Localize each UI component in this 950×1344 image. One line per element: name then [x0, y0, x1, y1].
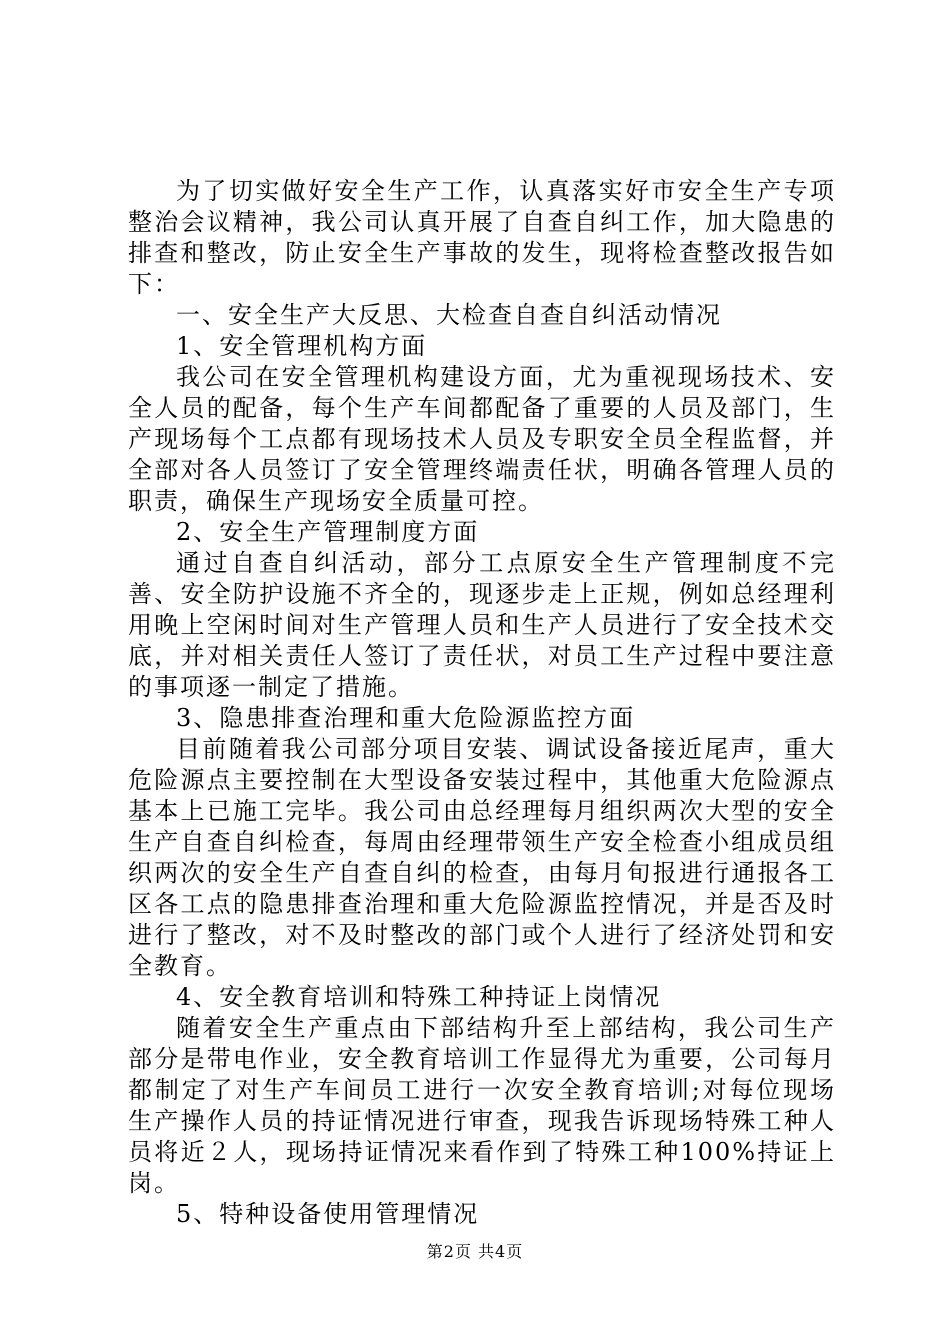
subheading-3: 3、隐患排查治理和重大危险源监控方面	[176, 704, 636, 732]
document-body	[128, 176, 836, 1230]
subheading-2: 2、安全生产管理制度方面	[176, 518, 480, 546]
page-footer: 第2页 共4页	[426, 1242, 524, 1261]
body-paragraph-4: 随着安全生产重点由下部结构升至上部结构，我公司生产部分是带电作业，安全教育培训工作显得尤为重要，公司每月都制定了对生产车间员工进行一次安全教育培训;对每位现场生产操作人员的持证情况进行审查，现我告诉现场特殊工种人员将近２人，现场持证情况来看作到了特殊工种100%持证上岗。	[128, 1014, 836, 1197]
body-paragraph-1: 我公司在安全管理机构建设方面，尤为重视现场技术、安全人员的配备，每个生产车间都配备了重要的人员及部门，生产现场每个工点都有现场技术人员及专职安全员全程监督，并全部对各人员签订了安全管理终端责任状，明确各管理人员的职责，确保生产现场安全质量可控。	[128, 363, 836, 515]
subheading-5: 5、特种设备使用管理情况	[176, 1200, 480, 1228]
subheading-1: 1、安全管理机构方面	[176, 332, 428, 360]
body-paragraph-3: 目前随着我公司部分项目安装、调试设备接近尾声，重大危险源点主要控制在大型设备安装过程中，其他重大危险源点基本上已施工完毕。我公司由总经理每月组织两次大型的安全生产自查自纠检查，每周由经理带领生产安全检查小组成员组织两次的安全生产自查自纠的检查，由每月旬报进行通报各工区各工点的隐患排查治理和重大危险源监控情况，并是否及时进行了整改，对不及时整改的部门或个人进行了经济处罚和安全教育。	[128, 735, 836, 980]
subheading-4: 4、安全教育培训和特殊工种持证上岗情况	[176, 983, 662, 1011]
section-heading-1: 一、安全生产大反思、大检查自查自纠活动情况	[176, 301, 722, 329]
body-paragraph-2: 通过自查自纠活动，部分工点原安全生产管理制度不完善、安全防护设施不齐全的，现逐步走上正规，例如总经理利用晚上空闲时间对生产管理人员和生产人员进行了安全技术交底，并对相关责任人签订了责任状，对员工生产过程中要注意的事项逐一制定了措施。	[128, 549, 836, 701]
intro-paragraph: 为了切实做好安全生产工作，认真落实好市安全生产专项整治会议精神，我公司认真开展了自查自纠工作，加大隐患的排查和整改，防止安全生产事故的发生，现将检查整改报告如下：	[128, 177, 836, 298]
